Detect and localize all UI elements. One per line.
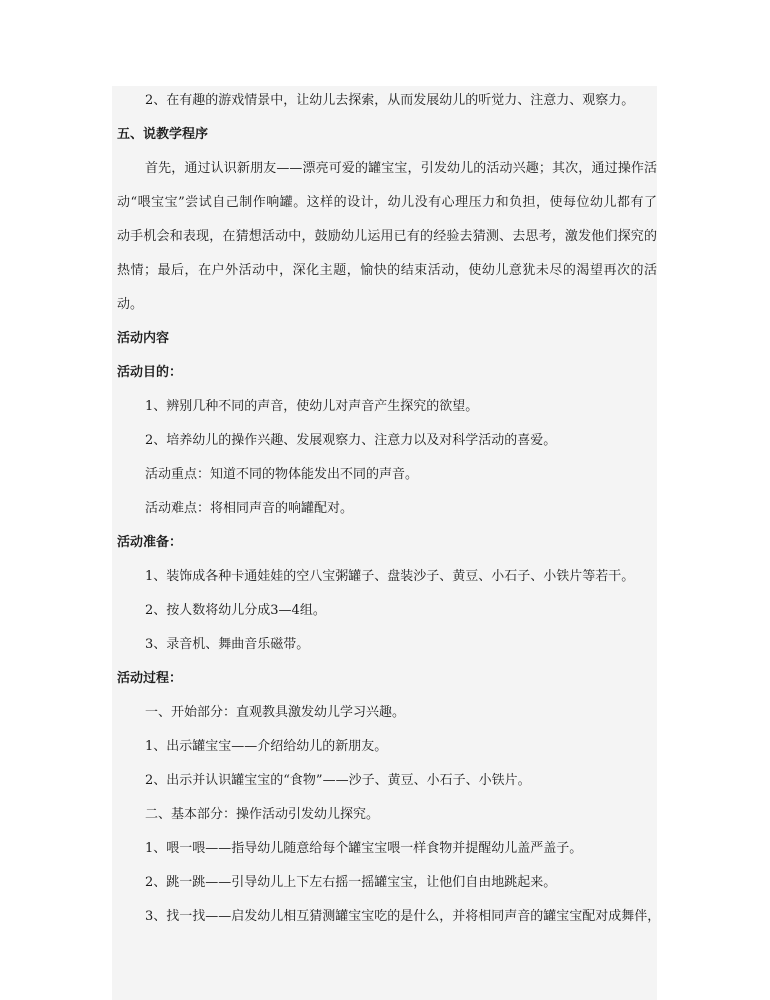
process-step-1-2: 2、出示并认识罐宝宝的“食物”——沙子、黄豆、小石子、小铁片。 [145, 773, 531, 788]
heading-activity-preparation: 活动准备： [117, 535, 183, 550]
objective-2: 2、培养幼儿的操作兴趣、发展观察力、注意力以及对科学活动的喜爱。 [145, 433, 557, 448]
heading-activity-objectives: 活动目的： [117, 365, 183, 380]
document-content [117, 91, 661, 941]
paragraph-procedure-line-1: 首先，通过认识新朋友——漂亮可爱的罐宝宝，引发幼儿的活动兴趣；其次，通过操作活 [145, 161, 657, 176]
preparation-3: 3、录音机、舞曲音乐磁带。 [145, 637, 310, 652]
activity-key-point: 活动重点：知道不同的物体能发出不同的声音。 [145, 467, 419, 482]
preparation-1: 1、装饰成各种卡通娃娃的空八宝粥罐子、盘装沙子、黄豆、小石子、小铁片等若干。 [145, 569, 635, 584]
heading-activity-content: 活动内容 [117, 331, 170, 346]
heading-activity-process: 活动过程： [117, 671, 183, 686]
preparation-2: 2、按人数将幼儿分成3—4组。 [145, 603, 326, 618]
paragraph-procedure-line-5: 动。 [117, 297, 144, 312]
section-heading-teaching-procedure: 五、说教学程序 [117, 127, 209, 142]
process-step-2-3: 3、找一找——启发幼儿相互猜测罐宝宝吃的是什么，并将相同声音的罐宝宝配对成舞伴， [145, 909, 661, 924]
objective-1: 1、辨别几种不同的声音，使幼儿对声音产生探究的欲望。 [145, 399, 479, 414]
paragraph-goal-2: 2、在有趣的游戏情景中，让幼儿去探索，从而发展幼儿的听觉力、注意力、观察力。 [145, 93, 635, 108]
process-step-2-2: 2、跳一跳——引导幼儿上下左右摇一摇罐宝宝，让他们自由地跳起来。 [145, 875, 557, 890]
activity-difficulty: 活动难点：将相同声音的响罐配对。 [145, 501, 354, 516]
process-part-1: 一、开始部分：直观教具激发幼儿学习兴趣。 [145, 705, 406, 720]
paragraph-procedure-line-4: 热情；最后，在户外活动中，深化主题，愉快的结束活动，使幼儿意犹未尽的渴望再次的活 [117, 263, 657, 278]
process-part-2: 二、基本部分：操作活动引发幼儿探究。 [145, 807, 380, 822]
process-step-2-1: 1、喂一喂——指导幼儿随意给每个罐宝宝喂一样食物并提醒幼儿盖严盖子。 [145, 841, 583, 856]
process-step-1-1: 1、出示罐宝宝——介绍给幼儿的新朋友。 [145, 739, 388, 754]
paragraph-procedure-line-2: 动“喂宝宝”尝试自己制作响罐。这样的设计，幼儿没有心理压力和负担，使每位幼儿都有了 [117, 195, 657, 210]
paragraph-procedure-line-3: 动手机会和表现，在猜想活动中，鼓励幼儿运用已有的经验去猜测、去思考，激发他们探究的 [117, 229, 657, 244]
